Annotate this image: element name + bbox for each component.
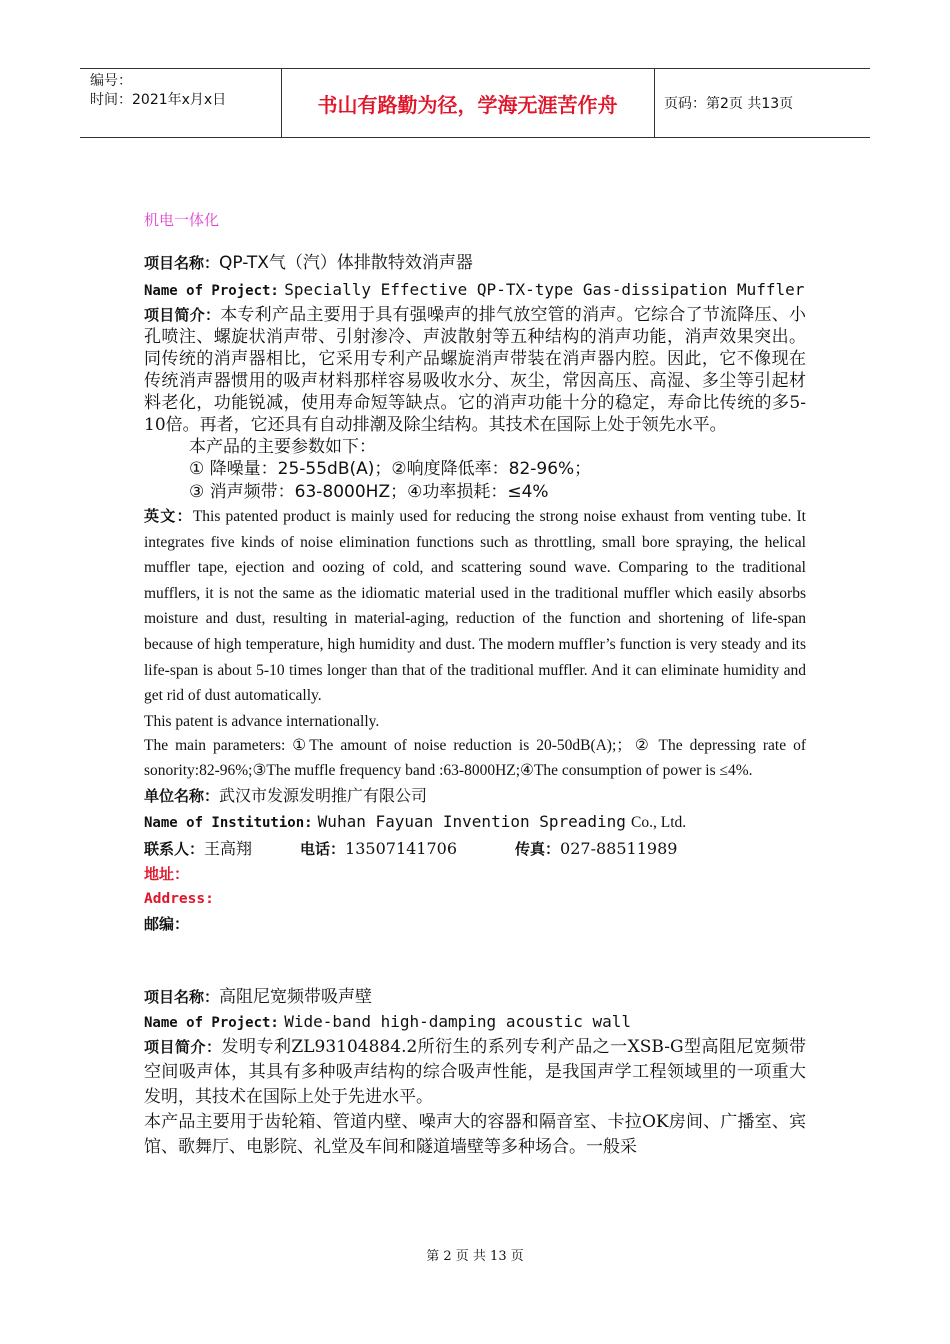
project-name-label: 项目名称： [144, 988, 220, 1007]
contact-row [144, 836, 806, 862]
project-intro [144, 1035, 806, 1110]
institution-en-suffix: Co., Ltd. [631, 814, 687, 832]
english-patent-note: This patent is advance internationally. [144, 712, 380, 730]
page-footer: 第 2 页 共 13 页 [426, 1249, 524, 1264]
address-label: 地址： [144, 865, 190, 884]
english-description [144, 504, 806, 709]
project-name-en-value: Specially Effective QP-TX-type Gas-dissipation Muffler [284, 280, 805, 299]
institution-label: 单位名称： [144, 787, 220, 806]
document-body [144, 206, 806, 1160]
english-label: 英文： [144, 507, 193, 525]
project-name-label: 项目名称： [144, 254, 220, 272]
institution-name [144, 783, 806, 809]
postcode-label: 邮编： [144, 915, 190, 934]
project-intro-label: 项目简介： [144, 1038, 222, 1057]
institution-name-en [144, 809, 806, 836]
fax-value: 027-88511989 [560, 839, 678, 859]
phone-label: 电话： [300, 840, 346, 859]
contact-value: 王高翔 [204, 839, 253, 859]
params-line: ① 降噪量：25-55dB(A)；②响度降低率：82-96%； [189, 459, 592, 479]
project-name-en-label: Name of Project: [144, 1015, 279, 1032]
contact-label: 联系人： [144, 840, 205, 859]
code-label: 编号： [90, 73, 132, 89]
project-intro-text: 本专利产品主要用于具有强噪声的排气放空管的消声。它综合了节流降压、小孔喷注、螺旋状消声带、引射渗冷、声波散射等五种结构的消声功能，消声效果突出。同传统的消声器相比，它采用专利产品螺旋消声带装在消声器内腔。因此，它不像现在传统消声器惯用的吸声材料那样容易吸收水分、灰尘，常因高压、高湿、多尘等引起材料老化，功能锐减，使用寿命短等缺点。它的消声功能十分的稳定，寿命比传统的多5-10倍。再者，它还具有自动排潮及除尘结构。其技术在国际上处于领先水平。 [144, 305, 806, 435]
project-name [144, 252, 806, 274]
project-intro-text: 发明专利ZL93104884.2所衍生的系列专利产品之一XSB-G型高阻尼宽频带空间吸声体，其具有多种吸声结构的综合吸声性能，是我国声学工程领域里的一项重大发明，其技术在国际上处于先进水平。 [144, 1037, 806, 1108]
project-name-en [144, 277, 806, 304]
header-divider [654, 69, 655, 137]
project-name [144, 985, 806, 1010]
english-parameters: The main parameters: ①The amount of noise reduction is 20-50dB(A);；② The depressing rate of sonority:82-96%;③The muffle frequency band :63-8000HZ;④The consumption of power is ≤4%. [144, 737, 806, 779]
params-line: ③ 消声频带：63-8000HZ；④功率损耗：≤4% [189, 482, 549, 502]
header-meta [90, 72, 226, 110]
institution-en-label: Name of Institution: [144, 815, 313, 832]
header-page-label: 页码：第2页 共13页 [664, 96, 794, 112]
address-en-label: Address: [144, 891, 214, 908]
project-intro-continued: 本产品主要用于齿轮箱、管道内壁、噪声大的容器和隔音室、卡拉OK房间、广播室、宾馆、歌舞厅、电影院、礼堂及车间和隧道墙壁等多种场合。一般采 [144, 1112, 806, 1158]
fax-label: 传真： [515, 840, 561, 859]
params-intro: 本产品的主要参数如下： [189, 437, 376, 457]
header-motto: 书山有路勤为径，学海无涯苦作舟 [317, 92, 618, 117]
project-intro-label: 项目简介： [144, 306, 221, 324]
page-header [80, 68, 870, 138]
project-intro [144, 304, 806, 436]
category-title: 机电一体化 [144, 211, 220, 229]
english-text: This patented product is mainly used for reducing the strong noise exhaust from venting tube. It integrates five kinds of noise elimination functions such as throttling, small bore spraying, the helical muffler tape, ejection and oozing of cold, and scattering sound wave. Comparing to the traditional mufflers, it is not the same as the idiomatic material used in the traditional muffler which easily absorbs moisture and dust, resulting in material-aging, reduction of the function and shortening of life-span because of high temperature, high humidity and dust. The modern muffler’s function is very steady and its life-span is about 5-10 times longer than that of the traditional muffler. And it can eliminate humidity and get rid of dust automatically. [144, 508, 806, 705]
project-name-en-value: Wide-band high-damping acoustic wall [284, 1012, 632, 1032]
institution-en-value: Wuhan Fayuan Invention Spreading [317, 812, 626, 832]
institution-value: 武汉市发源发明推广有限公司 [219, 786, 428, 806]
time-label: 时间：2021年x月x日 [90, 92, 227, 108]
project-name-value: 高阻尼宽频带吸声壁 [219, 987, 373, 1008]
project-name-value: QP-TX气（汽）体排散特效消声器 [219, 253, 473, 273]
project-name-en-label: Name of Project: [144, 283, 279, 299]
phone-value: 13507141706 [345, 839, 458, 859]
project-name-en [144, 1010, 806, 1035]
